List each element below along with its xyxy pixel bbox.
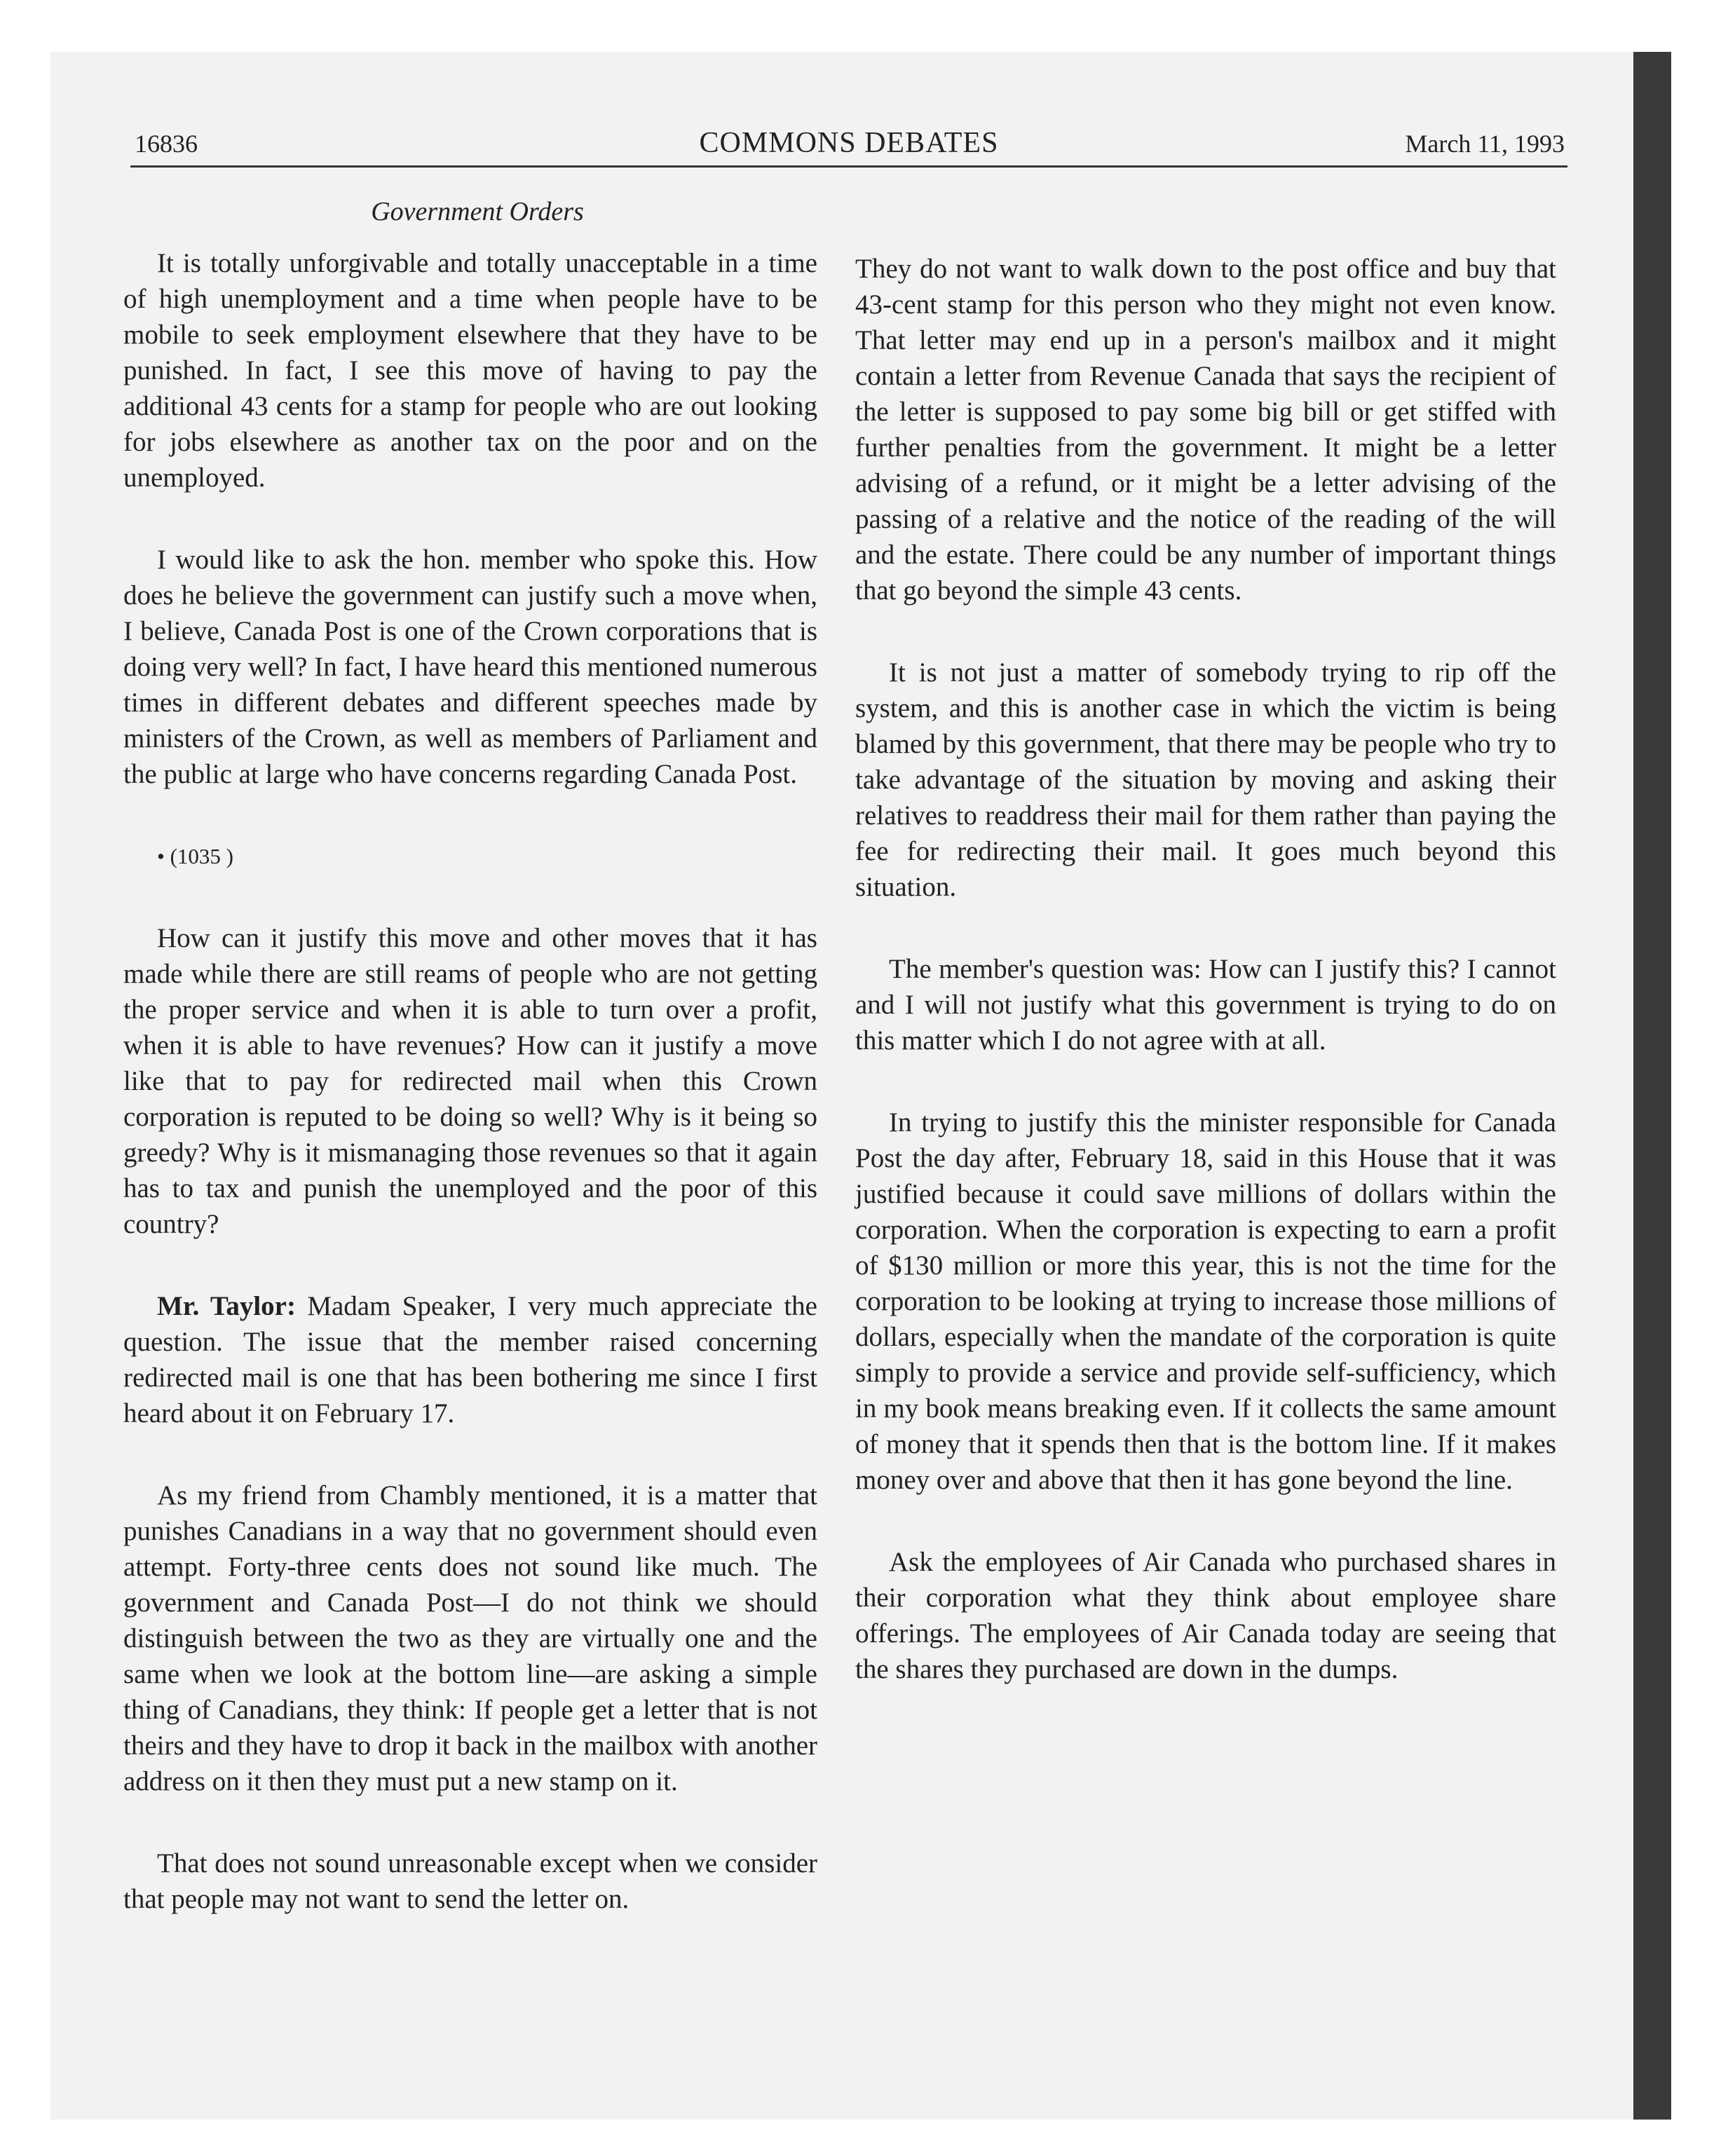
paragraph: They do not want to walk down to the post office and buy that 43-cent stamp for this person who they might not even know. That letter may end up in a person's mailbox and it might contain a letter from Revenue Canada that says the recipient of the letter is supposed to pay some big bill or get stiffed with further penalties from the government. It might be a letter advising of a refund, or it might be a letter advising of the passing of a relative and the notice of the reading of the will and the estate. There could be any number of important things that go beyond the simple 43 cents. bbox=[855, 254, 1556, 606]
paragraph: It is totally unforgivable and totally unacceptable in a time of high unemployment and a time when people have to be mobile to seek employment elsewhere that they have to be punished. In fact, I see this move of having to pay the additional 43 cents for a stamp for people who are out looking for jobs elsewhere as another tax on the poor and on the unemployed. bbox=[123, 248, 817, 493]
paragraph: That does not sound unreasonable except when we consider that people may not want to send the letter on. bbox=[123, 1848, 817, 1914]
paragraph: Ask the employees of Air Canada who purchased shares in their corporation what they think about employee share offerings. The employees of Air Canada today are seeing that the shares they purchased are down in the dumps. bbox=[855, 1547, 1556, 1684]
section-title: Government Orders bbox=[371, 197, 584, 226]
paragraph: How can it justify this move and other moves that it has made while there are still reams of people who are not getting the proper service and when it is able to turn over a profit, when it is able to have revenues? How can it justify a move like that to pay for redirected mail when this Crown corporation is reputed to be doing so well? Why is it being so greedy? Why is it mismanaging those revenues so that it again has to tax and punish the unemployed and the poor of this country? bbox=[123, 923, 817, 1239]
speaker-text: Madam Speaker, I very much appreciate the question. The issue that the member raised concerning redirected mail is one that has been bothering me since I first heard about it on February 17. bbox=[123, 1291, 817, 1428]
left-column bbox=[123, 245, 817, 1963]
speaker-name: Mr. Taylor: bbox=[157, 1291, 296, 1321]
page-number: 16836 bbox=[135, 130, 198, 158]
paragraph: As my friend from Chambly mentioned, it is a matter that punishes Canadians in a way that no government should even attempt. Forty-three cents does not sound like much. The government and Canada Post—I do not think we should distinguish between the two as they are virtually one and the same when we look at the bottom line—are asking a simple thing of Canadians, they think: If people get a letter that is not theirs and they have to drop it back in the mailbox with another address on it then they must put a new stamp on it. bbox=[123, 1480, 817, 1796]
journal-title: COMMONS DEBATES bbox=[699, 127, 999, 159]
page-header bbox=[130, 122, 1567, 168]
paragraph: The member's question was: How can I justify this? I cannot and I will not justify what this government is trying to do on this matter which I do not agree with at all. bbox=[855, 954, 1556, 1056]
time-marker: • (1035 ) bbox=[157, 844, 233, 868]
paragraph: I would like to ask the hon. member who spoke this. How does he believe the government can justify such a move when, I believe, Canada Post is one of the Crown corporations that is doing very well? In fact, I have heard this mentioned numerous times in different debates and different speeches made by ministers of the Crown, as well as members of Parliament and the public at large who have concerns regarding Canada Post. bbox=[123, 545, 817, 789]
paragraph: It is not just a matter of somebody trying to rip off the system, and this is another case in which the victim is being blamed by this government, that there may be people who try to take advantage of the situation by moving and asking their relatives to readdress their mail for them rather than paying the fee for redirecting their mail. It goes much beyond this situation. bbox=[855, 657, 1556, 902]
speaker-paragraph bbox=[123, 1288, 817, 1431]
paragraph: In trying to justify this the minister responsible for Canada Post the day after, February 18, said in this House that it was justified because it could save millions of dollars within the corporation. When the corporation is expecting to earn a profit of $130 million or more this year, this is not the time for the corporation to be looking at trying to increase those millions of dollars, especially when the mandate of the corporation is quite simply to provide a service and provide self-sufficiency, which in my book means breaking even. If it collects the same amount of money that it spends then that is the bottom line. If it makes money over and above that then it has gone beyond the line. bbox=[855, 1107, 1556, 1495]
right-column bbox=[855, 251, 1556, 1733]
scan-edge-shadow bbox=[1633, 52, 1671, 2120]
publication-date: March 11, 1993 bbox=[1405, 130, 1565, 158]
